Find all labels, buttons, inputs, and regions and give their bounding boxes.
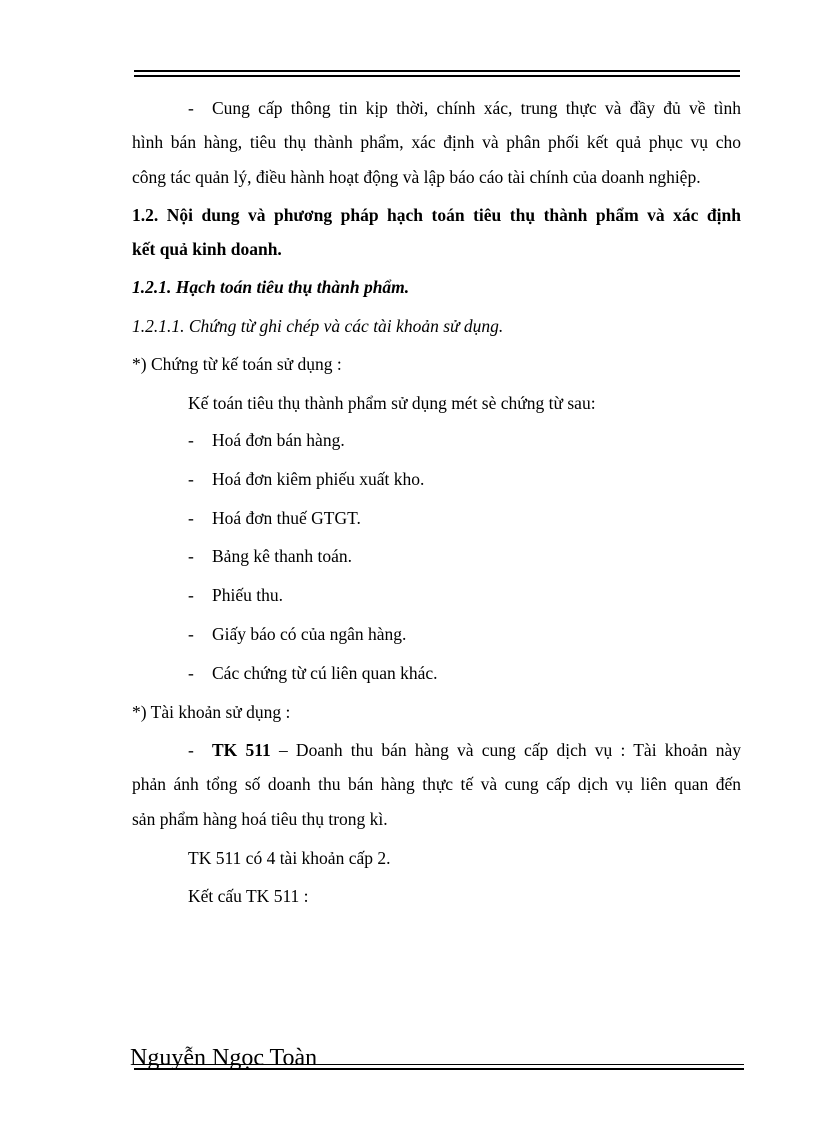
footer-rule-bottom [134, 1068, 744, 1070]
bullet-dash: - [188, 585, 194, 605]
section-heading-cont: kết quả kinh doanh. [132, 239, 282, 259]
bullet-dash: - [188, 663, 194, 683]
tk511-line1 [132, 738, 741, 762]
voucher-item-text: Phiếu thu. [212, 585, 283, 605]
footer-author: Nguyễn Ngọc Toàn [130, 1045, 318, 1071]
voucher-item-text: Giấy báo có của ngân hàng. [212, 624, 407, 644]
bullet-dash: - [188, 740, 194, 760]
paragraph-line: hình bán hàng, tiêu thụ thành phẩm, xác định và phân phối kết quả phục vụ cho [132, 132, 741, 152]
structure: Kết cấu TK 511 : [188, 886, 309, 906]
subsubheading: 1.2.1.1. Chứng từ ghi chép và các tài khoản sử dụng. [132, 316, 504, 336]
header-rule-top [134, 70, 740, 72]
subheading: 1.2.1. Hạch toán tiêu thụ thành phẩm. [132, 277, 410, 297]
bullet-dash: - [188, 430, 194, 450]
voucher-item [188, 467, 748, 491]
vouchers-title: *) Chứng từ kế toán sử dụng : [132, 354, 342, 374]
bullet-dash: - [188, 508, 194, 528]
voucher-item [188, 544, 748, 568]
voucher-item [188, 583, 748, 607]
sub-accounts: TK 511 có 4 tài khoản cấp 2. [188, 848, 391, 868]
bullet-dash: - [188, 624, 194, 644]
bullet-dash: - [188, 469, 194, 489]
accounts-title: *) Tài khoản sử dụng : [132, 702, 291, 722]
voucher-item [188, 506, 748, 530]
voucher-item [188, 622, 748, 646]
bullet-dash: - [188, 546, 194, 566]
section-heading: 1.2. Nội dung và phương pháp hạch toán tiêu thụ thành phẩm và xác định [132, 205, 741, 225]
voucher-item-text: Các chứng từ cú liên quan khác. [212, 663, 438, 683]
tk511-line2: phản ánh tổng số doanh thu bán hàng thực tế và cung cấp dịch vụ liên quan đến [132, 774, 741, 794]
bullet-dash: - [188, 98, 194, 118]
paragraph-line: công tác quản lý, điều hành hoạt động và lập báo cáo tài chính của doanh nghiệp. [132, 167, 701, 187]
voucher-item-text: Hoá đơn bán hàng. [212, 430, 345, 450]
header-rule-bottom [134, 75, 740, 77]
tk511-line3: sản phẩm hàng hoá tiêu thụ trong kì. [132, 809, 388, 829]
voucher-item [188, 428, 748, 452]
voucher-item-text: Hoá đơn thuế GTGT. [212, 508, 361, 528]
vouchers-intro: Kế toán tiêu thụ thành phẩm sử dụng mét sè chứng từ sau: [188, 393, 596, 413]
paragraph1-line1: Cung cấp thông tin kịp thời, chính xác, trung thực và đầy đủ về tình [212, 98, 741, 118]
tk511-desc: – Doanh thu bán hàng và cung cấp dịch vụ : Tài khoản này [270, 740, 741, 760]
tk511-code: TK 511 [212, 740, 271, 760]
voucher-item-text: Hoá đơn kiêm phiếu xuất kho. [212, 469, 425, 489]
paragraph-line [132, 96, 741, 120]
footer-rule-top [134, 1064, 744, 1065]
voucher-item [188, 661, 748, 685]
voucher-item-text: Bảng kê thanh toán. [212, 546, 352, 566]
